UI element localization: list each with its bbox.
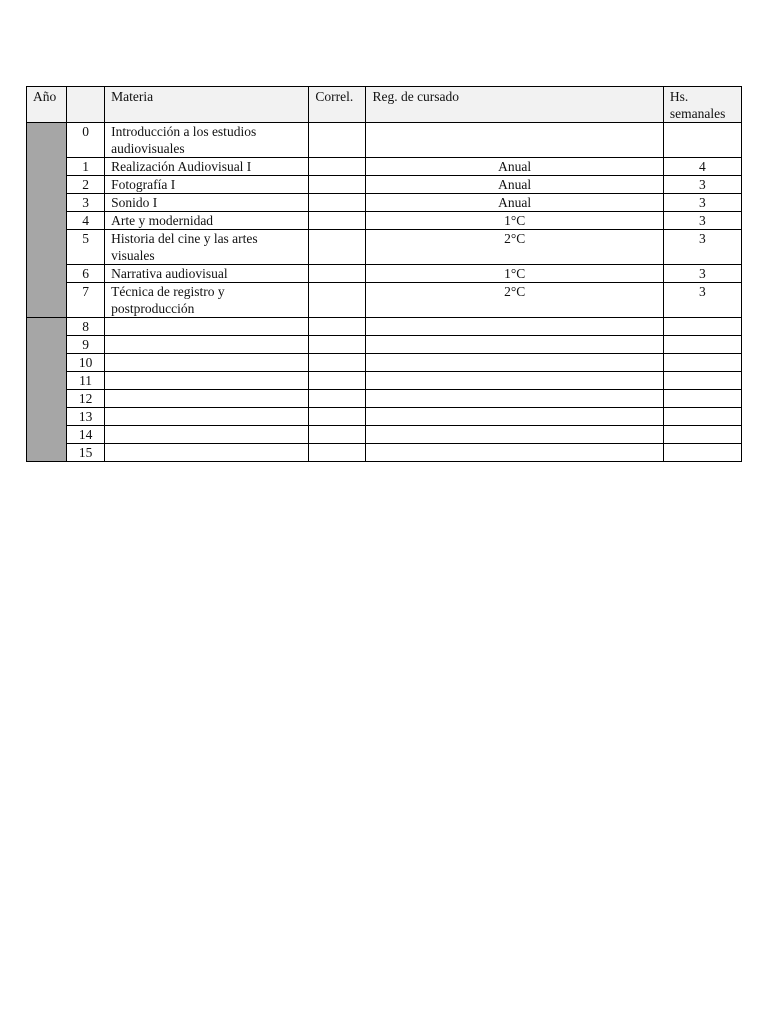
cell-materia: Historia del cine y las artes visuales <box>105 230 309 265</box>
cell-numero: 15 <box>67 444 105 462</box>
cell-correl <box>309 318 366 336</box>
cell-hs-semanales <box>663 408 741 426</box>
cell-materia <box>105 444 309 462</box>
cell-correl <box>309 176 366 194</box>
cell-reg-cursado: 1°C <box>366 265 663 283</box>
table-row <box>27 230 742 265</box>
cell-materia: Introducción a los estudios audiovisuales <box>105 123 309 158</box>
cell-materia <box>105 390 309 408</box>
year-group-cell <box>27 318 67 462</box>
cell-correl <box>309 336 366 354</box>
cell-numero: 3 <box>67 194 105 212</box>
cell-materia: Fotografía I <box>105 176 309 194</box>
cell-materia <box>105 372 309 390</box>
table-row <box>27 176 742 194</box>
cell-numero: 13 <box>67 408 105 426</box>
cell-materia <box>105 336 309 354</box>
cell-correl <box>309 158 366 176</box>
cell-correl <box>309 230 366 265</box>
cell-numero: 14 <box>67 426 105 444</box>
cell-numero: 5 <box>67 230 105 265</box>
cell-hs-semanales: 3 <box>663 212 741 230</box>
cell-materia: Sonido I <box>105 194 309 212</box>
table-row <box>27 444 742 462</box>
table-row <box>27 158 742 176</box>
cell-hs-semanales: 3 <box>663 194 741 212</box>
table-row <box>27 408 742 426</box>
table-header-row <box>27 87 742 123</box>
header-materia: Materia <box>105 87 309 123</box>
cell-materia <box>105 318 309 336</box>
cell-correl <box>309 212 366 230</box>
header-reg-cursado: Reg. de cursado <box>366 87 663 123</box>
cell-reg-cursado: Anual <box>366 176 663 194</box>
cell-numero: 1 <box>67 158 105 176</box>
cell-materia: Narrativa audiovisual <box>105 265 309 283</box>
cell-reg-cursado: Anual <box>366 158 663 176</box>
table-row <box>27 426 742 444</box>
cell-reg-cursado <box>366 336 663 354</box>
cell-hs-semanales <box>663 444 741 462</box>
cell-reg-cursado: 2°C <box>366 283 663 318</box>
cell-hs-semanales <box>663 318 741 336</box>
cell-hs-semanales <box>663 390 741 408</box>
cell-materia <box>105 354 309 372</box>
table-row <box>27 212 742 230</box>
cell-numero: 7 <box>67 283 105 318</box>
cell-reg-cursado <box>366 372 663 390</box>
cell-hs-semanales: 3 <box>663 230 741 265</box>
cell-correl <box>309 123 366 158</box>
header-anio: Año <box>27 87 67 123</box>
header-hs-semanales: Hs. semanales <box>663 87 741 123</box>
cell-numero: 4 <box>67 212 105 230</box>
cell-reg-cursado: 1°C <box>366 212 663 230</box>
cell-hs-semanales: 3 <box>663 176 741 194</box>
table-row <box>27 318 742 336</box>
cell-hs-semanales <box>663 336 741 354</box>
cell-reg-cursado: 2°C <box>366 230 663 265</box>
table-body <box>27 123 742 462</box>
cell-numero: 6 <box>67 265 105 283</box>
study-plan-table <box>26 86 742 462</box>
cell-correl <box>309 408 366 426</box>
table-row <box>27 354 742 372</box>
cell-reg-cursado <box>366 318 663 336</box>
table-row <box>27 390 742 408</box>
cell-numero: 8 <box>67 318 105 336</box>
cell-reg-cursado: Anual <box>366 194 663 212</box>
cell-materia: Técnica de registro y postproducción <box>105 283 309 318</box>
cell-numero: 12 <box>67 390 105 408</box>
cell-reg-cursado <box>366 426 663 444</box>
cell-numero: 0 <box>67 123 105 158</box>
cell-hs-semanales <box>663 123 741 158</box>
table-row <box>27 123 742 158</box>
header-correl: Correl. <box>309 87 366 123</box>
cell-numero: 11 <box>67 372 105 390</box>
cell-materia: Arte y modernidad <box>105 212 309 230</box>
cell-correl <box>309 390 366 408</box>
year-group-cell <box>27 123 67 318</box>
document-page <box>26 86 742 462</box>
cell-hs-semanales <box>663 426 741 444</box>
cell-materia <box>105 408 309 426</box>
cell-hs-semanales <box>663 372 741 390</box>
cell-correl <box>309 194 366 212</box>
cell-numero: 9 <box>67 336 105 354</box>
cell-correl <box>309 426 366 444</box>
cell-numero: 2 <box>67 176 105 194</box>
cell-reg-cursado <box>366 408 663 426</box>
header-numero <box>67 87 105 123</box>
cell-correl <box>309 372 366 390</box>
table-row <box>27 265 742 283</box>
cell-reg-cursado <box>366 123 663 158</box>
table-row <box>27 283 742 318</box>
cell-hs-semanales: 3 <box>663 265 741 283</box>
cell-reg-cursado <box>366 444 663 462</box>
cell-correl <box>309 283 366 318</box>
table-row <box>27 372 742 390</box>
cell-correl <box>309 265 366 283</box>
cell-hs-semanales: 4 <box>663 158 741 176</box>
cell-hs-semanales <box>663 354 741 372</box>
cell-hs-semanales: 3 <box>663 283 741 318</box>
cell-materia <box>105 426 309 444</box>
cell-numero: 10 <box>67 354 105 372</box>
cell-materia: Realización Audiovisual I <box>105 158 309 176</box>
cell-reg-cursado <box>366 390 663 408</box>
table-row <box>27 336 742 354</box>
table-row <box>27 194 742 212</box>
cell-reg-cursado <box>366 354 663 372</box>
cell-correl <box>309 354 366 372</box>
cell-correl <box>309 444 366 462</box>
